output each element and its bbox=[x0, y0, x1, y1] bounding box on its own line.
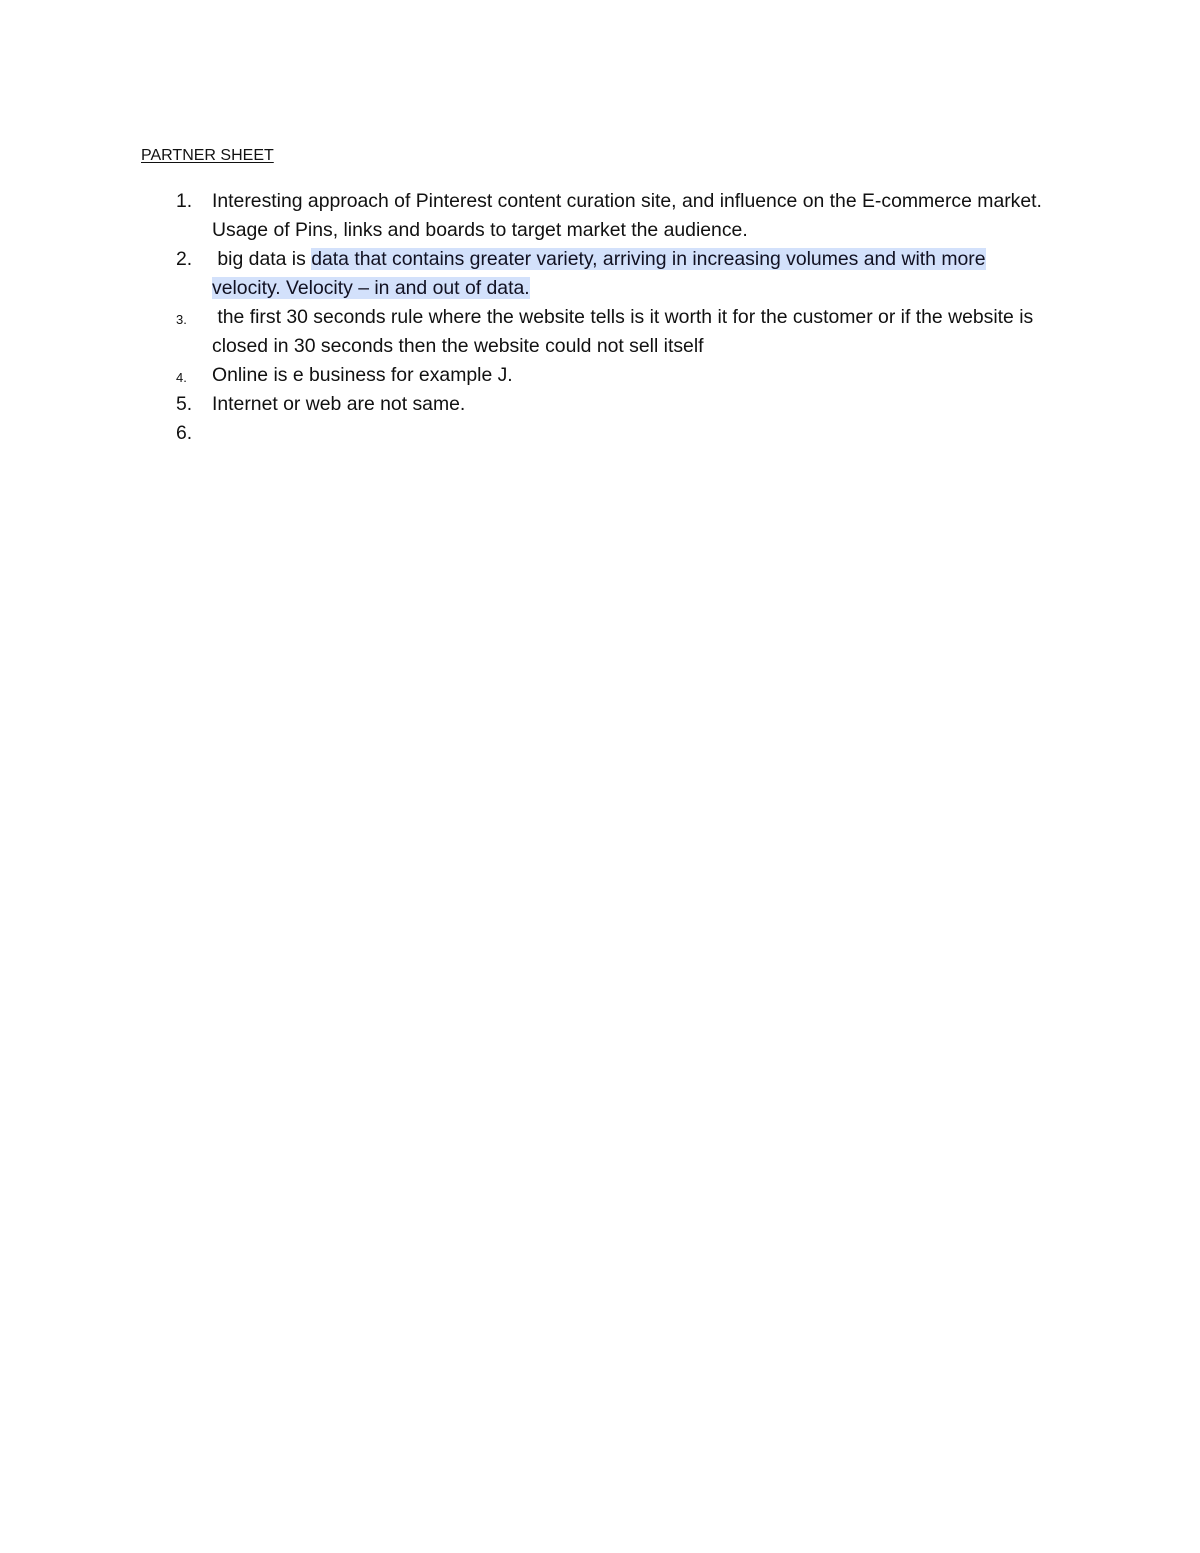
list-number: 5. bbox=[176, 393, 193, 415]
list-item-3 bbox=[176, 303, 1052, 361]
list-item-text: Internet or web are not same. bbox=[212, 393, 466, 415]
list-number: 3. bbox=[176, 312, 187, 327]
list-item-6[interactable] bbox=[176, 419, 1052, 448]
list-item-1 bbox=[176, 187, 1052, 245]
list-number: 2. bbox=[176, 248, 193, 270]
list-number: 1. bbox=[176, 190, 193, 212]
list-item-text: Interesting approach of Pinterest content curation site, and influence on the E-commerce market. Usage of Pins, links and boards to target market the audience. bbox=[212, 190, 1042, 241]
numbered-list bbox=[0, 187, 1200, 448]
list-number: 6. bbox=[176, 422, 193, 444]
list-item-4 bbox=[176, 361, 1052, 390]
list-number: 4. bbox=[176, 370, 187, 385]
list-item-text: big data is bbox=[212, 248, 312, 270]
list-item-2 bbox=[176, 245, 1052, 303]
page-title: PARTNER SHEET bbox=[141, 147, 274, 164]
list-item-5 bbox=[176, 390, 1052, 419]
list-item-text: Online is e business for example J. bbox=[212, 364, 513, 386]
list-item-text: the first 30 seconds rule where the website tells is it worth it for the customer or if the website is closed in 30 seconds then the website could not sell itself bbox=[212, 306, 1039, 357]
highlighted-text: data that contains greater variety, arriving in increasing volumes and with more velocity. Velocity – in and out of data. bbox=[212, 248, 986, 299]
